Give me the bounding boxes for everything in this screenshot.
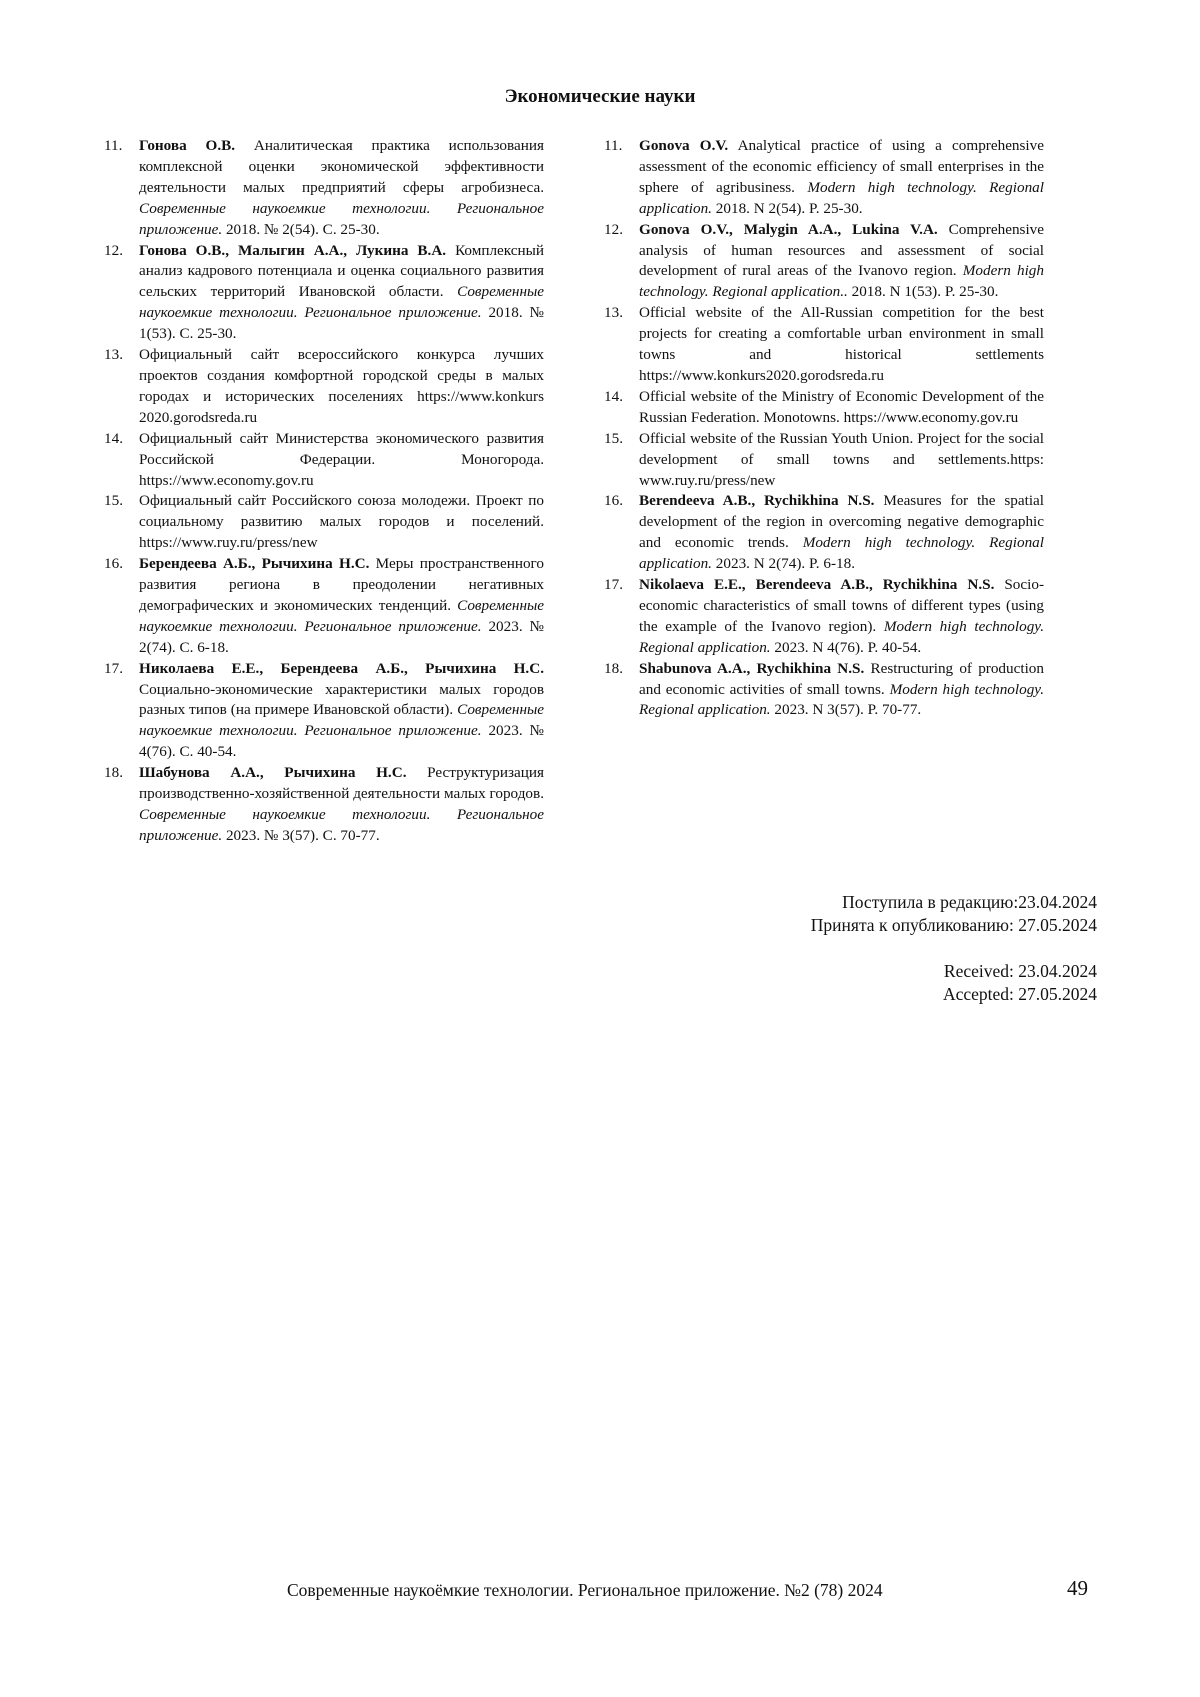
reference-authors: Берендеева А.Б., Рычихина Н.С. [139, 555, 370, 573]
reference-authors: Гонова О.В., Малыгин А.А., Лукина В.А. [139, 241, 447, 259]
reference-text: Analytical practice of using a comprehensive assessment of the economic efficiency of small enterprises in the sphere of agribusiness. [639, 137, 1044, 196]
reference-body [139, 491, 544, 554]
reference-authors: Nikolaeva E.E., Berendeeva A.B., Rychikhina N.S. [639, 576, 995, 594]
reference-item [604, 220, 1044, 304]
reference-body [639, 491, 1044, 575]
reference-body [639, 303, 1044, 387]
reference-authors: Gonova O.V. [639, 137, 729, 154]
reference-number: 14. [604, 387, 623, 405]
reference-body [139, 659, 544, 764]
reference-text: Official website of the Ministry of Economic Development of the Russian Federation. Monotowns. https://www.economy.gov.ru [639, 387, 1044, 426]
reference-tail: 2023. N 2(74). P. 6-18. [711, 555, 855, 573]
reference-body [139, 763, 544, 847]
reference-tail: 2023. № 2(74). С. 6-18. [139, 617, 545, 656]
reference-authors: Гонова О.В. [139, 137, 236, 154]
reference-item [104, 763, 544, 847]
reference-number: 11. [104, 137, 123, 154]
reference-item [104, 345, 544, 429]
reference-number: 14. [104, 429, 123, 447]
reference-body [639, 387, 1044, 429]
reference-item [104, 429, 544, 492]
reference-number: 11. [604, 137, 623, 154]
reference-tail: 2018. N 1(53). P. 25-30. [847, 283, 999, 301]
reference-text: Comprehensive analysis of human resources and assessment of social development of rural areas of the Ivanovo region. [639, 220, 1044, 280]
reference-tail: 2018. N 2(54). P. 25-30. [711, 199, 863, 217]
reference-number: 12. [104, 241, 123, 259]
accepted-date-ru: Принята к опубликованию: 27.05.2024 [810, 915, 1097, 935]
reference-number: 15. [604, 429, 623, 447]
reference-number: 13. [104, 346, 123, 364]
reference-number: 12. [604, 220, 623, 238]
reference-body [639, 429, 1044, 492]
reference-journal: Современные наукоемкие технологии. Региональное приложение. [139, 701, 544, 740]
reference-text: Official website of the All-Russian competition for the best projects for creating a comfortable urban environment in small towns and historical settlements https://www.konkurs2020.gorodsreda.ru [639, 304, 1044, 384]
references-russian [104, 136, 544, 847]
reference-authors: Шабунова А.А., Рычихина Н.С. [139, 764, 407, 782]
reference-number: 18. [604, 659, 623, 677]
received-date-ru: Поступила в редакцию:23.04.2024 [842, 892, 1097, 912]
reference-body [639, 575, 1044, 659]
reference-journal: Modern high technology. Regional application. [639, 178, 1044, 217]
section-title: Экономические науки [504, 86, 696, 107]
reference-item [604, 575, 1044, 659]
reference-journal: Современные наукоемкие технологии. Региональное приложение. [139, 806, 544, 844]
reference-journal: Modern high technology. Regional application.. [639, 262, 1044, 301]
reference-item [104, 136, 544, 241]
reference-authors: Berendeeva A.B., Rychikhina N.S. [639, 492, 875, 510]
reference-journal: Modern high technology. Regional application. [639, 617, 1044, 656]
reference-number: 15. [104, 492, 123, 510]
reference-body [639, 659, 1044, 722]
reference-text: Реструктуризация производственно-хозяйственной деятельности малых городов. [139, 764, 544, 803]
reference-authors: Николаева Е.Е., Берендеева А.Б., Рычихина Н.С. [139, 659, 544, 677]
reference-number: 17. [604, 576, 623, 594]
reference-tail: 2023. № 3(57). С. 70-77. [222, 826, 380, 844]
reference-body [139, 136, 544, 241]
reference-tail: 2023. N 4(76). P. 40-54. [770, 638, 922, 656]
reference-body [139, 554, 544, 659]
page-number: 49 [1067, 1576, 1088, 1600]
reference-item [604, 659, 1044, 722]
footer-journal-title: Современные наукоёмкие технологии. Региональное приложение. №2 (78) 2024 [287, 1580, 883, 1600]
reference-item [604, 387, 1044, 429]
reference-text: Социально-экономические характеристики малых городов разных типов (на примере Ивановской области). [139, 680, 544, 719]
reference-tail: 2023. N 3(57). P. 70-77. [770, 701, 922, 719]
reference-text: Комплексный анализ кадрового потенциала и оценка социального развития сельских территорий Ивановской области. [139, 241, 544, 301]
dates-english [943, 960, 1097, 1006]
reference-text: Официальный сайт Министерства экономического развития Российской Федерации. Моногорода. https://www.economy.gov.ru [139, 429, 544, 489]
reference-text: Официальный сайт Российского союза молодежи. Проект по социальному развитию малых городов и поселений. https://www.ruy.ru/press/new [139, 492, 544, 552]
received-date-en: Received: 23.04.2024 [943, 961, 1097, 981]
reference-item [604, 491, 1044, 575]
reference-item [104, 659, 544, 764]
reference-journal: Современные наукоемкие технологии. Региональное приложение. [139, 596, 544, 635]
reference-authors: Gonova O.V., Malygin A.A., Lukina V.A. [639, 220, 938, 238]
reference-text: Меры пространственного развития региона в преодолении негативных демографических и экономических тенденций. [139, 555, 544, 614]
reference-item [604, 429, 1044, 492]
reference-body [139, 429, 544, 492]
reference-number: 13. [604, 304, 623, 322]
reference-item [104, 241, 544, 346]
reference-item [104, 491, 544, 554]
references-english [604, 136, 1044, 721]
reference-item [104, 554, 544, 659]
reference-journal: Современные наукоемкие технологии. Региональное приложение. [139, 283, 544, 322]
reference-body [639, 220, 1044, 304]
reference-text: Restructuring of production and economic activities of small towns. [639, 659, 1044, 698]
reference-tail: 2018. № 1(53). С. 25-30. [139, 304, 545, 343]
reference-number: 16. [104, 555, 123, 573]
reference-body [139, 241, 544, 346]
reference-text: Official website of the Russian Youth Union. Project for the social development of small towns and settlements.https: www.ruy.ru/press/new [639, 429, 1044, 489]
reference-text: Socio-economic characteristics of small towns of different types (using the example of the Ivanovo region). [639, 576, 1044, 635]
dates-russian [811, 891, 1097, 937]
reference-item [604, 303, 1044, 387]
reference-tail: 2018. № 2(54). С. 25-30. [222, 220, 380, 238]
reference-text: Measures for the spatial development of the region in overcoming negative demographic and economic trends. [639, 492, 1045, 552]
reference-journal: Modern high technology. Regional application. [639, 534, 1044, 573]
reference-text: Официальный сайт всероссийского конкурса лучших проектов создания комфортной городской среды в малых городах и исторических поселениях https://www.konkurs 2020.gorodsreda.ru [139, 346, 544, 426]
reference-item [604, 136, 1044, 220]
reference-number: 18. [104, 764, 123, 782]
reference-journal: Современные наукоемкие технологии. Региональное приложение. [139, 199, 544, 238]
reference-authors: Shabunova A.A., Rychikhina N.S. [639, 659, 865, 677]
reference-number: 17. [104, 659, 123, 677]
reference-tail: 2023. № 4(76). С. 40-54. [139, 722, 545, 761]
reference-body [139, 345, 544, 429]
accepted-date-en: Accepted: 27.05.2024 [942, 984, 1097, 1004]
reference-body [639, 136, 1044, 220]
reference-text: Аналитическая практика использования комплексной оценки экономической эффективности деятельности малых предприятий сферы агробизнеса. [139, 137, 544, 196]
reference-number: 16. [604, 492, 623, 510]
reference-journal: Modern high technology. Regional application. [639, 680, 1044, 719]
